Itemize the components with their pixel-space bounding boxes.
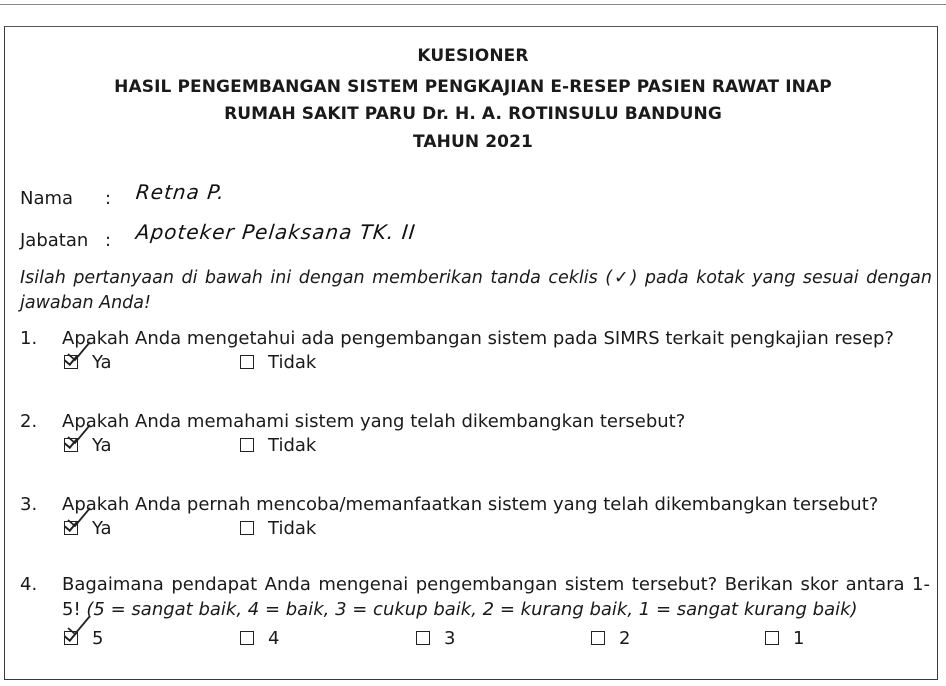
- q1-text: Apakah Anda mengetahui ada pengembangan sistem pada SIMRS terkait pengkajian resep?: [62, 328, 894, 349]
- jabatan-colon: :: [105, 230, 112, 251]
- q4-2-label: 2: [619, 627, 631, 649]
- nama-colon: :: [105, 188, 112, 209]
- q1-tidak-label: Tidak: [268, 351, 317, 373]
- q4-number: 4.: [20, 574, 38, 595]
- q1-option-tidak[interactable]: [240, 351, 316, 373]
- q1-number: 1.: [20, 328, 38, 349]
- q2-text: Apakah Anda memahami sistem yang telah dikembangkan tersebut?: [62, 411, 686, 432]
- q2-number: 2.: [20, 411, 38, 432]
- q2-handwritten-tick-icon: [66, 423, 92, 445]
- q3-tidak-checkbox[interactable]: [240, 521, 254, 535]
- q3-text: Apakah Anda pernah mencoba/memanfaatkan sistem yang telah dikembangkan tersebut?: [62, 494, 879, 515]
- q2-tidak-label: Tidak: [268, 434, 317, 456]
- title-year: TAHUN 2021: [413, 132, 533, 152]
- q4-4-checkbox[interactable]: [240, 631, 254, 645]
- q3-option-tidak[interactable]: [240, 517, 316, 539]
- top-rule: [0, 4, 946, 5]
- q4-3-label: 3: [444, 627, 456, 649]
- q2-option-tidak[interactable]: [240, 434, 316, 456]
- q1-tidak-checkbox[interactable]: [240, 355, 254, 369]
- title-kuesioner: KUESIONER: [417, 46, 529, 66]
- nama-label: Nama: [20, 188, 74, 209]
- q4-option-4[interactable]: [240, 627, 279, 649]
- q2-tidak-checkbox[interactable]: [240, 438, 254, 452]
- nama-value[interactable]: Retna P.: [134, 180, 227, 204]
- q3-handwritten-tick-icon: [66, 506, 92, 528]
- q4-1-label: 1: [793, 627, 805, 649]
- q3-number: 3.: [20, 494, 38, 515]
- q4-3-checkbox[interactable]: [416, 631, 430, 645]
- q4-text-plain: Bagaimana pendapat Anda mengenai pengembangan sistem tersebut? Berikan skor antara 1-5!: [62, 574, 930, 620]
- q3-tidak-label: Tidak: [268, 517, 317, 539]
- jabatan-value[interactable]: Apoteker Pelaksana TK. II: [134, 220, 418, 244]
- q4-option-1[interactable]: [765, 627, 804, 649]
- q4-2-checkbox[interactable]: [591, 631, 605, 645]
- q4-5-label: 5: [92, 627, 104, 649]
- q4-text-scale: (5 = sangat baik, 4 = baik, 3 = cukup baik, 2 = kurang baik, 1 = sangat kurang baik): [86, 599, 858, 620]
- q1-ya-label: Ya: [92, 351, 112, 373]
- q4-option-3[interactable]: [416, 627, 455, 649]
- q1-handwritten-tick-icon: [66, 340, 92, 362]
- q3-ya-label: Ya: [92, 517, 112, 539]
- q4-option-2[interactable]: [591, 627, 630, 649]
- title-subject: HASIL PENGEMBANGAN SISTEM PENGKAJIAN E-RESEP PASIEN RAWAT INAP: [114, 77, 832, 97]
- q4-1-checkbox[interactable]: [765, 631, 779, 645]
- title-institution: RUMAH SAKIT PARU Dr. H. A. ROTINSULU BANDUNG: [224, 104, 722, 124]
- q4-text: [62, 572, 930, 622]
- q2-ya-label: Ya: [92, 434, 112, 456]
- q4-handwritten-tick-icon: [66, 614, 92, 636]
- jabatan-label: Jabatan: [20, 230, 89, 251]
- q4-4-label: 4: [268, 627, 280, 649]
- instruction-text: Isilah pertanyaan di bawah ini dengan memberikan tanda ceklis (✓) pada kotak yang sesuai dengan jawaban Anda!: [20, 268, 932, 313]
